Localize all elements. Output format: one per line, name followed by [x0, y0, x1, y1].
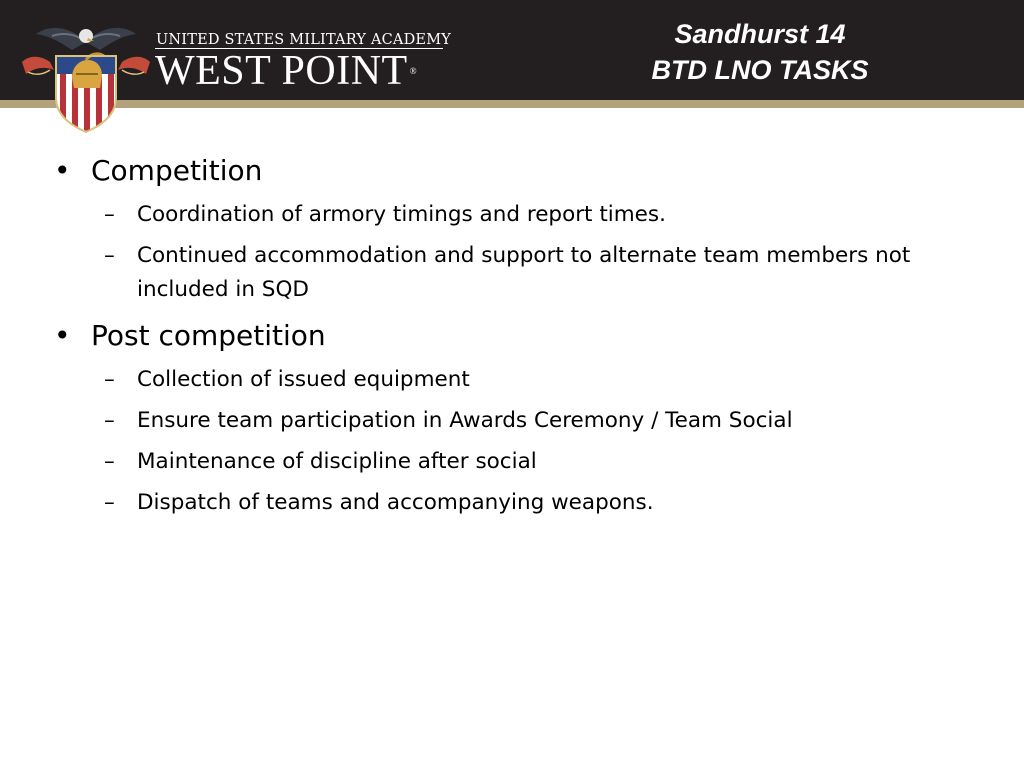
dash-icon: –	[104, 243, 115, 268]
list-item: Coordination of armory timings and report times.	[137, 202, 666, 227]
bullet-icon: •	[54, 319, 71, 352]
dash-icon: –	[104, 202, 115, 227]
dash-icon: –	[104, 490, 115, 515]
list-item: Ensure team participation in Awards Ceremony / Team Social	[137, 408, 793, 433]
slide-title-line1: Sandhurst 14	[674, 19, 846, 49]
bullet-icon: •	[54, 154, 71, 187]
gold-divider	[0, 100, 1024, 108]
dash-icon: –	[104, 449, 115, 474]
list-item: Dispatch of teams and accompanying weapons.	[137, 490, 654, 515]
section-heading: Competition	[91, 154, 263, 187]
logo-name: WEST POINT ®	[155, 48, 418, 94]
list-item: Collection of issued equipment	[137, 367, 470, 392]
slide-title	[600, 16, 920, 88]
logo-org-line: UNITED STATES MILITARY ACADEMY	[156, 32, 452, 48]
section-heading: Post competition	[91, 319, 326, 352]
list-item: Continued accommodation and support to alternate team members not included in SQD	[137, 243, 911, 302]
dash-icon: –	[104, 367, 115, 392]
dash-icon: –	[104, 408, 115, 433]
slide-title-line2: BTD LNO TASKS	[651, 55, 869, 85]
west-point-wordmark	[155, 32, 455, 92]
west-point-crest-icon	[20, 16, 152, 134]
list-item: Maintenance of discipline after social	[137, 449, 537, 474]
